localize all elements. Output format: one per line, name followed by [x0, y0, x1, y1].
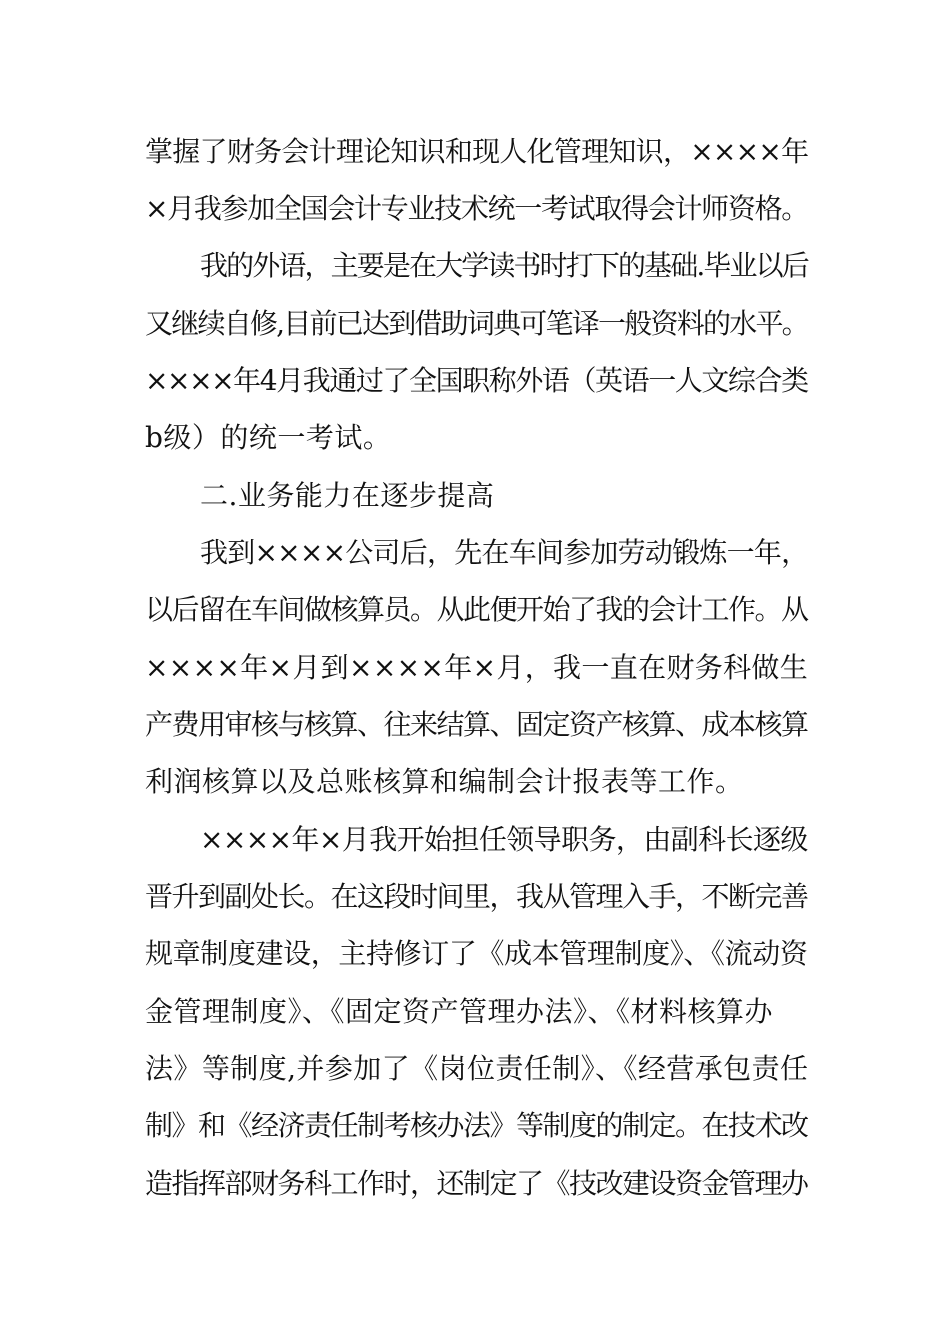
- text-line: ×月我参加全国会计专业技术统一考试取得会计师资格。: [145, 192, 808, 225]
- text-line: 产费用审核与核算、往来结算、固定资产核算、成本核算: [145, 708, 808, 741]
- text-line: 掌握了财务会计理论知识和现人化管理知识，××××年: [145, 135, 809, 168]
- text-line: 制》和《经济责任制考核办法》等制度的制定。在技术改: [145, 1109, 808, 1142]
- section-heading: 二.业务能力在逐步提高: [200, 479, 495, 512]
- text-line: 法》等制度,并参加了《岗位责任制》、《经营承包责任: [145, 1052, 809, 1085]
- paragraph-start-line: 我到××××公司后，先在车间参加劳动锻炼一年，: [200, 536, 809, 569]
- text-line: 又继续自修,目前已达到借助词典可笔译一般资料的水平。: [145, 307, 808, 340]
- text-line: 规章制度建设，主持修订了《成本管理制度》、《流动资: [145, 937, 808, 970]
- text-line: b级）的统一考试。: [145, 421, 392, 454]
- text-line: ××××年×月到××××年×月，我一直在财务科做生: [145, 651, 809, 684]
- text-line: 晋升到副处长。在这段时间里，我从管理入手，不断完善: [145, 880, 808, 913]
- paragraph-start-line: ××××年×月我开始担任领导职务，由副科长逐级: [200, 823, 808, 856]
- text-line: 金管理制度》、《固定资产管理办法》、《材料核算办: [145, 995, 774, 1028]
- text-line: ××××年4月我通过了全国职称外语（英语一人文综合类: [145, 364, 808, 397]
- text-line: 造指挥部财务科工作时，还制定了《技改建设资金管理办: [145, 1167, 808, 1200]
- paragraph-start-line: 我的外语，主要是在大学读书时打下的基础.毕业以后: [200, 249, 808, 282]
- text-line: 以后留在车间做核算员。从此便开始了我的会计工作。从: [145, 593, 808, 626]
- text-line: 利润核算以及总账核算和编制会计报表等工作。: [145, 765, 744, 798]
